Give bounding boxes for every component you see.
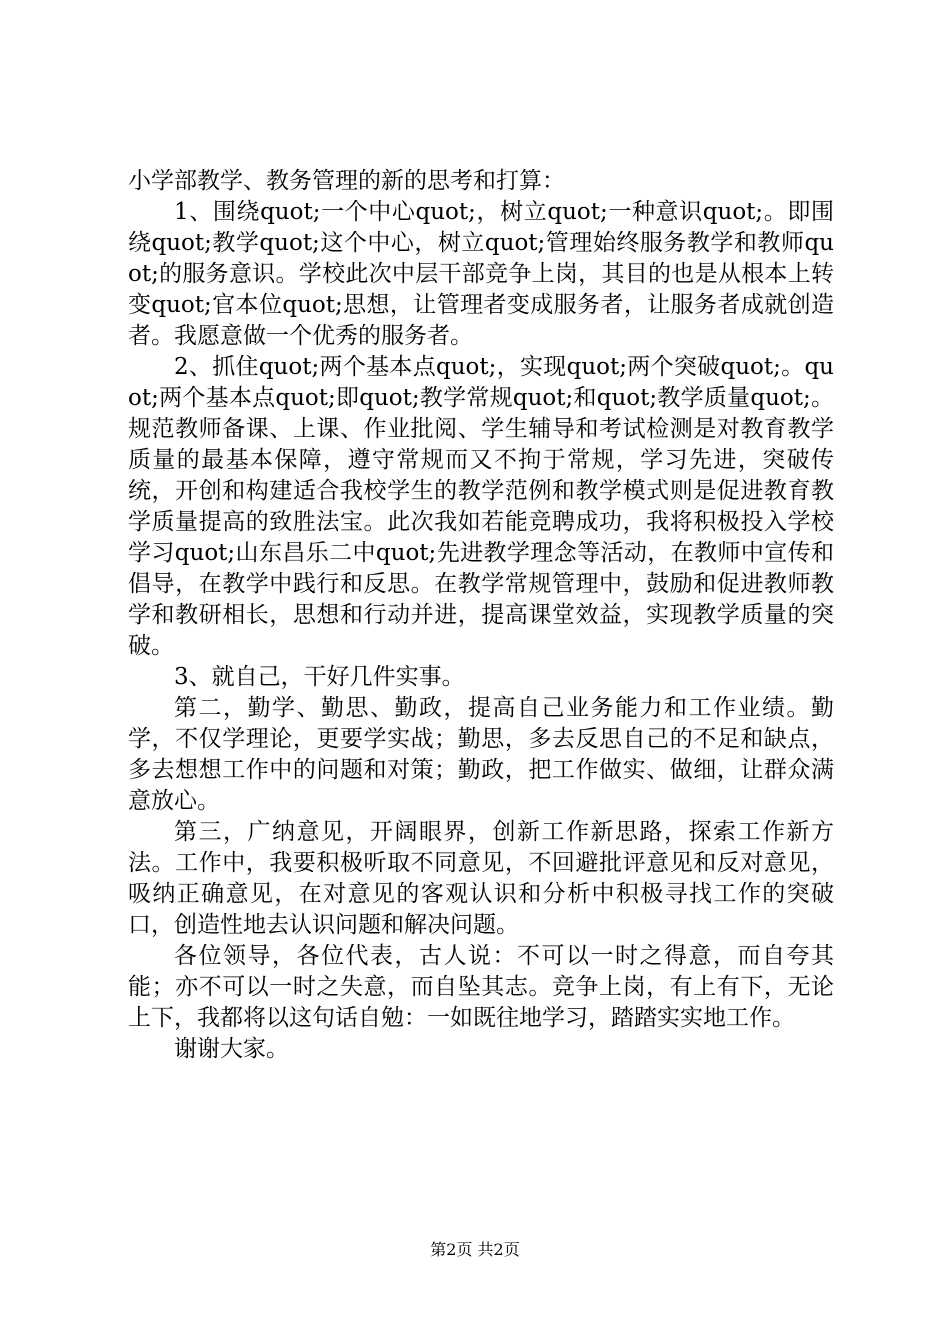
paragraph-point-1: 1、围绕quot;一个中心quot;，树立quot;一种意识quot;。即围绕quot;教学quot;这个中心，树立quot;管理始终服务教学和教师quot;的服务意识。学校此次中层干部竞争上岗，其目的也是从根本上转变quot;官本位quot;思想，让管理者变成服务者，让服务者成就创造者。我愿意做一个优秀的服务者。 [128,199,834,349]
paragraph-third: 第三，广纳意见，开阔眼界，创新工作新思路，探索工作新方法。工作中，我要积极听取不同意见，不回避批评意见和反对意见，吸纳正确意见，在对意见的客观认识和分析中积极寻找工作的突破口，创造性地去认识问题和解决问题。 [128,819,834,938]
page-number: 第2页 共2页 [430,1240,520,1259]
paragraph-point-3: 3、就自己，干好几件实事。 [174,664,465,690]
section-heading: 小学部教学、教务管理的新的思考和打算： [128,168,565,194]
paragraph-thanks: 谢谢大家。 [174,1036,289,1062]
paragraph-second: 第二，勤学、勤思、勤政，提高自己业务能力和工作业绩。勤学，不仅学理论，更要学实战；勤思，多去反思自己的不足和缺点，多去想想工作中的问题和对策；勤政，把工作做实、做细，让群众满意放心。 [128,695,834,814]
document-body [128,166,834,1065]
paragraph-point-2: 2、抓住quot;两个基本点quot;，实现quot;两个突破quot;。quot;两个基本点quot;即quot;教学常规quot;和quot;教学质量quot;。规范教师备课、上课、作业批阅、学生辅导和考试检测是对教育教学质量的最基本保障，遵守常规而又不拘于常规，学习先进，突破传统，开创和构建适合我校学生的教学范例和教学模式则是促进教育教学质量提高的致胜法宝。此次我如若能竞聘成功，我将积极投入学校学习quot;山东昌乐二中quot;先进教学理念等活动，在教师中宣传和倡导，在教学中践行和反思。在教学常规管理中，鼓励和促进教师教学和教研相长，思想和行动并进，提高课堂效益，实现教学质量的突破。 [128,354,834,659]
page-footer [0,1240,950,1260]
paragraph-closing: 各位领导，各位代表，古人说：不可以一时之得意，而自夸其能；亦不可以一时之失意，而自坠其志。竞争上岗，有上有下，无论上下，我都将以这句话自勉：一如既往地学习，踏踏实实地工作。 [128,943,834,1031]
